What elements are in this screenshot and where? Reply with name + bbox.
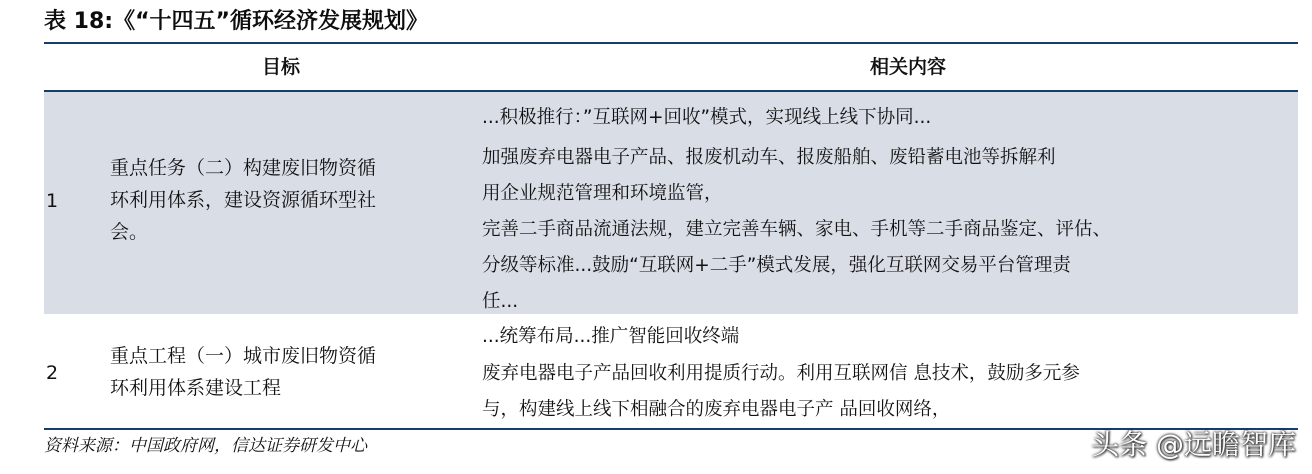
goal-line: 环利用体系建设工程: [110, 377, 282, 399]
content-line: ...统筹布局...推广智能回收终端: [482, 326, 740, 347]
content-line: 用企业规范管理和环境监管，: [482, 183, 723, 204]
goal-line: 重点工程（一）城市废旧物资循: [110, 345, 377, 367]
header-goal: 目标: [261, 56, 300, 78]
content-line: 废弃电器电子产品回收利用提质行动。利用互联网信 息技术，鼓励多元参: [482, 363, 1080, 384]
row-content: [482, 320, 1282, 428]
goal-line: 重点任务（二）构建废旧物资循: [110, 157, 377, 179]
row-number: 2: [46, 362, 59, 384]
content-line: ...积极推行：”互联网+回收”模式，实现线上线下协同...: [482, 107, 932, 128]
watermark: 头条 @远瞻智库: [1091, 428, 1296, 461]
row-goal: [110, 340, 448, 404]
content-line: 任...: [482, 291, 519, 312]
content-line: 完善二手商品流通法规，建立完善车辆、家电、手机等二手商品鉴定、评估、: [482, 219, 1112, 240]
source-note: 资料来源：中国政府网，信达证券研发中心: [44, 436, 367, 456]
row-goal: [110, 152, 448, 248]
header-content: 相关内容: [869, 56, 946, 78]
table-row: [44, 316, 1298, 430]
table-row: [44, 92, 1298, 314]
goal-line: 会。: [110, 221, 149, 243]
row-content: [482, 102, 1282, 320]
content-line: 加强废弃电器电子产品、报废机动车、报废船舶、废铅蓄电池等拆解利: [482, 147, 1056, 168]
row-number: 1: [46, 190, 59, 212]
goal-line: 环利用体系，建设资源循环型社: [110, 189, 377, 211]
content-line: 与，构建线上线下相融合的废弃电器电子产 品回收网络，: [482, 399, 951, 420]
table-header: [44, 44, 1298, 92]
table-title: 表 18:《“十四五”循环经济发展规划》: [44, 9, 428, 34]
content-line: 分级等标准...鼓励“互联网+二手”模式发展，强化互联网交易平台管理责: [482, 255, 1071, 276]
